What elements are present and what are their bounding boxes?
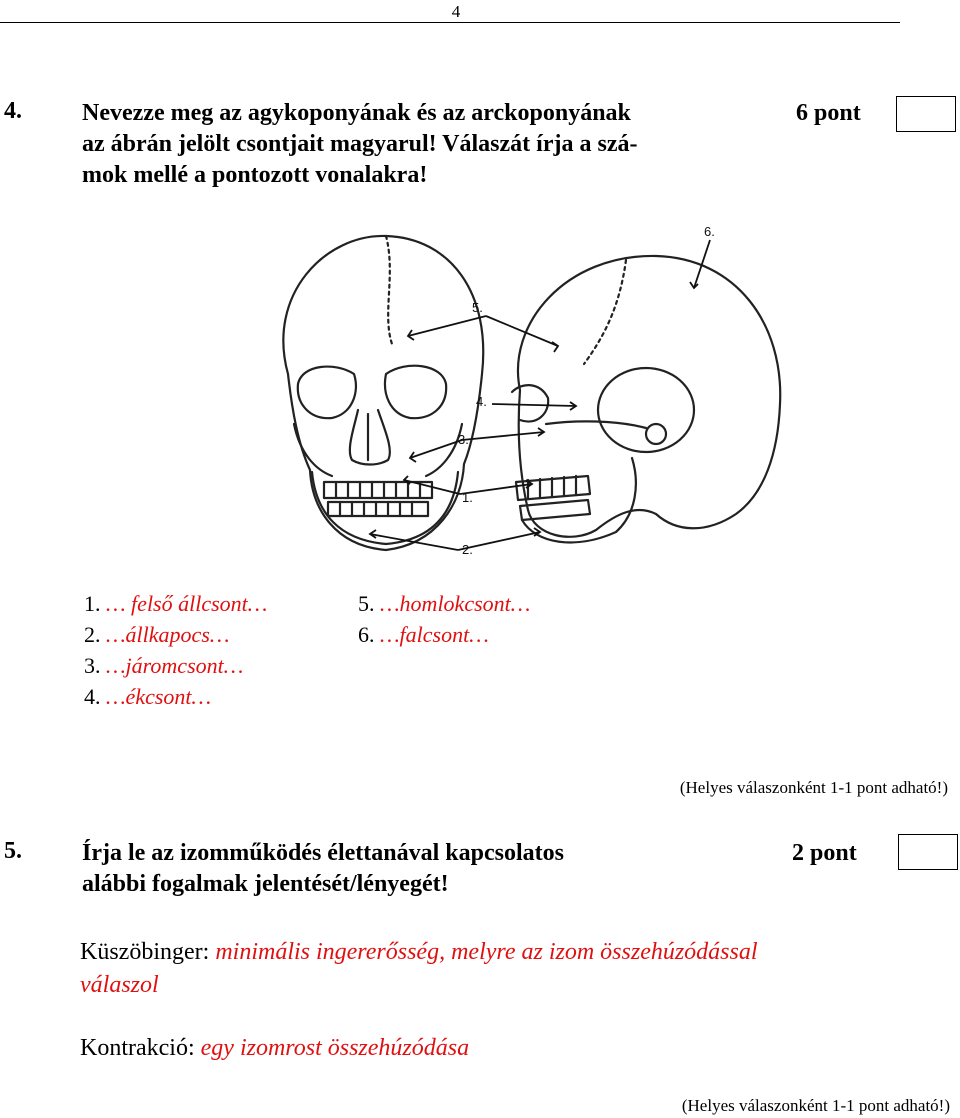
answer-row <box>358 588 530 619</box>
answer-number: 3. <box>84 653 101 678</box>
answer-row <box>84 619 267 650</box>
q4-prompt-line3: mok mellé a pontozott vonalakra! <box>82 162 428 188</box>
q5-score-box[interactable] <box>898 834 958 870</box>
q4-answers-right <box>358 588 530 650</box>
answer-row <box>84 650 267 681</box>
q4-score-box[interactable] <box>896 96 956 132</box>
q4-number: 4. <box>4 98 22 124</box>
answer-number: 6. <box>358 622 375 647</box>
q5-prompt <box>82 838 722 900</box>
answer-number: 2. <box>84 622 101 647</box>
definition-line <box>80 936 940 969</box>
fig-label-5: 5. <box>472 300 483 315</box>
fig-label-2: 2. <box>462 542 473 557</box>
q4-answers-left <box>84 588 267 712</box>
q5-prompt-line2: alábbi fogalmak jelentését/lényegét! <box>82 871 449 897</box>
q4-prompt <box>82 98 742 191</box>
right-orbit <box>385 366 446 418</box>
answer-text: …járomcsont… <box>106 653 244 678</box>
answer-row <box>358 619 530 650</box>
answer-number: 5. <box>358 591 375 616</box>
term-label: Küszöbinger: <box>80 939 210 965</box>
q5-number: 5. <box>4 838 22 864</box>
fig-label-1: 1. <box>462 490 473 505</box>
answer-number: 1. <box>84 591 101 616</box>
q5-points: 2 pont <box>792 840 857 866</box>
skull-figure <box>236 214 796 570</box>
nasal-cavity <box>350 410 390 465</box>
term-answer: minimális ingererősség, melyre az izom összehúzódással <box>215 939 758 965</box>
answer-row <box>84 681 267 712</box>
answer-text: …homlokcsont… <box>380 591 531 616</box>
q4-prompt-line2: az ábrán jelölt csontjait magyarul! Válaszát írja a szá- <box>82 131 638 157</box>
term-answer: egy izomrost összehúzódása <box>200 1035 470 1061</box>
fig-label-3: 3. <box>458 432 469 447</box>
left-orbit <box>298 367 356 419</box>
q5-prompt-line1: Írja le az izomműködés élettanával kapcsolatos <box>82 840 564 866</box>
term-label: Kontrakció: <box>80 1035 195 1061</box>
header-rule <box>0 22 900 23</box>
q4-points: 6 pont <box>796 100 861 126</box>
q4-prompt-line1: Nevezze meg az agykoponyának és az arckoponyának <box>82 100 631 126</box>
fig-label-6: 6. <box>704 224 715 239</box>
page-number: 4 <box>451 2 461 21</box>
answer-text: …állkapocs… <box>106 622 230 647</box>
term-answer-continued: válaszol <box>80 972 159 998</box>
answer-number: 4. <box>84 684 101 709</box>
answer-text: …ékcsont… <box>106 684 212 709</box>
definition-contraction <box>80 1032 940 1065</box>
q5-scoring-note: (Helyes válaszonként 1-1 pont adható!) <box>681 1096 950 1115</box>
definition-threshold <box>80 936 940 1002</box>
definition-line <box>80 969 940 1002</box>
side-skull-outline <box>518 256 780 537</box>
answer-row <box>84 588 267 619</box>
answer-text: …falcsont… <box>380 622 489 647</box>
q4-scoring-note: (Helyes válaszonként 1-1 pont adható!) <box>679 778 948 797</box>
answer-text: … felső állcsont… <box>106 591 268 616</box>
fig-label-4: 4. <box>476 394 487 409</box>
